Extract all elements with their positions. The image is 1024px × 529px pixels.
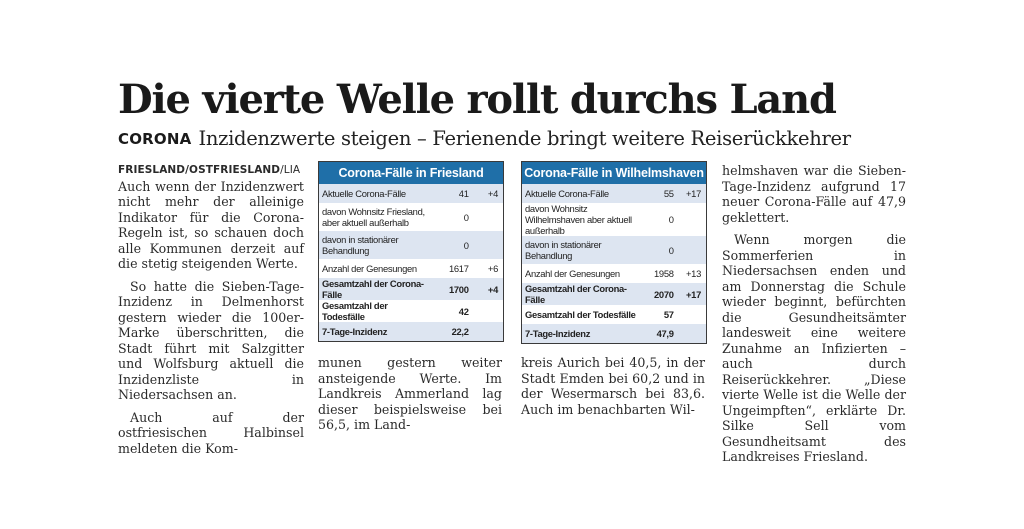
- table-row: [522, 324, 706, 343]
- table-row: [522, 305, 706, 324]
- paragraph-3: Auch auf der ostfriesischen Halbinsel meldeten die Kom-: [118, 409, 304, 456]
- paragraph-2: So hatte die Sieben-Tage-Inzidenz in Delmenhorst gestern wieder die 100er-Marke überschritten, die Stadt führt mit Salzgitter und Wolfsburg aktuell die Inzidenzliste in Niedersachsen an.: [118, 278, 304, 402]
- article-column-3: [521, 355, 705, 417]
- row-delta: [471, 231, 503, 259]
- paragraph-continuation: helmshaven war die Sieben-Tage-Inzidenz aufgrund 17 neuer Corona-Fälle auf 47,9 geklettert.: [722, 163, 906, 225]
- table-row: [522, 203, 706, 236]
- row-label: Aktuelle Corona-Fälle: [319, 184, 432, 203]
- article-column-2: [318, 355, 502, 433]
- row-label: Gesamtzahl der Corona-Fälle: [522, 283, 645, 305]
- paragraph-continuation: kreis Aurich bei 40,5, in der Stadt Emden bei 60,2 und in der Wesermarsch bei 83,6. Auch im benachbarten Wil-: [521, 355, 705, 417]
- row-label: 7-Tage-Inzidenz: [319, 322, 432, 341]
- row-delta: +6: [487, 263, 498, 274]
- table-row: [319, 322, 503, 341]
- article-column-4: [722, 163, 906, 465]
- row-label: davon in stationärer Behandlung: [522, 236, 645, 264]
- row-value: 42: [458, 305, 469, 317]
- dateline: [118, 163, 304, 179]
- row-label: Gesamtzahl der Todesfälle: [322, 300, 388, 322]
- table-row: [319, 231, 503, 259]
- dateline-place: FRIESLAND/OSTFRIESLAND: [118, 164, 281, 176]
- row-delta: [676, 324, 706, 343]
- row-delta: +13: [685, 268, 701, 279]
- table-row: [319, 203, 503, 231]
- row-value: 41: [432, 184, 470, 203]
- row-value: 22,2: [432, 322, 470, 341]
- row-label: Gesamtzahl der Corona-Fälle: [319, 278, 432, 300]
- row-value: 0: [668, 214, 674, 225]
- row-value: 1700: [432, 278, 470, 300]
- row-label: Anzahl der Genesungen: [322, 263, 417, 274]
- row-label: 7-Tage-Inzidenz: [522, 324, 645, 343]
- deck-text: Inzidenzwerte steigen – Ferienende bringt weitere Reiserückkehrer: [198, 127, 851, 150]
- row-label: Gesamtzahl der Todesfälle: [525, 309, 636, 320]
- row-delta: +4: [471, 184, 503, 203]
- paragraph-final: Wenn morgen die Sommerferien in Niedersachsen enden und am Donnerstag die Schule wieder beginnt, befürchten die Gesundheitsämter landesweit eine weitere Zunahme an Infizierten – auch durch Reiserückkehrer. „Diese vierte Welle ist die Welle der Ungeimpften“, erklärte Dr. Silke Sell vom Gesundheitsamt des Landkreises Friesland.: [722, 232, 906, 464]
- table-corona-wilhelmshaven: [521, 161, 707, 344]
- paragraph-continuation: munen gestern weiter ansteigende Werte. Im Landkreis Ammerland lag dieser beispielsweise bei 56,5, im Land-: [318, 355, 502, 432]
- row-value: 1617: [448, 263, 469, 274]
- table-row: [319, 300, 503, 322]
- row-label: Anzahl der Genesungen: [525, 268, 620, 279]
- table-row: [522, 184, 706, 203]
- row-label: davon in stationärer Behandlung: [319, 231, 432, 259]
- row-label: davon Wohnsitz Friesland, aber aktuell außerhalb: [322, 206, 425, 228]
- row-value: 0: [645, 236, 675, 264]
- row-delta: +17: [676, 283, 706, 305]
- table-title: Corona-Fälle in Wilhelmshaven: [522, 162, 706, 184]
- row-value: 57: [663, 309, 674, 320]
- row-delta: [676, 203, 706, 236]
- row-label: davon Wohnsitz Wilhelmshaven aber aktuell außerhalb: [525, 203, 632, 236]
- row-delta: [471, 203, 503, 231]
- row-value: 55: [645, 184, 675, 203]
- row-value: 0: [432, 231, 470, 259]
- table-row: [522, 264, 706, 283]
- row-value: 1958: [654, 268, 674, 279]
- row-delta: [676, 305, 706, 324]
- table-corona-friesland: [318, 161, 504, 342]
- row-delta: [676, 236, 706, 264]
- row-label: Aktuelle Corona-Fälle: [522, 184, 645, 203]
- table-title: Corona-Fälle in Friesland: [319, 162, 503, 184]
- table-row: [522, 283, 706, 305]
- table-row: [319, 259, 503, 278]
- row-value: 0: [463, 211, 469, 223]
- table-row: [319, 278, 503, 300]
- row-value: 47,9: [645, 324, 675, 343]
- headline: Die vierte Welle rollt durchs Land: [118, 76, 836, 123]
- data-table: [522, 184, 706, 343]
- row-delta: [471, 300, 503, 322]
- subheadline: [118, 126, 938, 153]
- row-delta: +4: [471, 278, 503, 300]
- row-delta: [471, 322, 503, 341]
- table-row: [522, 236, 706, 264]
- kicker-label: CORONA: [118, 130, 192, 148]
- dateline-author: /LIA: [280, 164, 301, 176]
- table-row: [319, 184, 503, 203]
- article-column-1: [118, 163, 304, 456]
- data-table: [319, 184, 503, 341]
- row-delta: +17: [676, 184, 706, 203]
- row-value: 2070: [645, 283, 675, 305]
- paragraph-1: Auch wenn der Inzidenzwert nicht mehr der alleinige Indikator für die Corona-Regeln ist, so schauen doch alle Kommunen derzeit auf die stetig steigenden Werte.: [118, 178, 304, 271]
